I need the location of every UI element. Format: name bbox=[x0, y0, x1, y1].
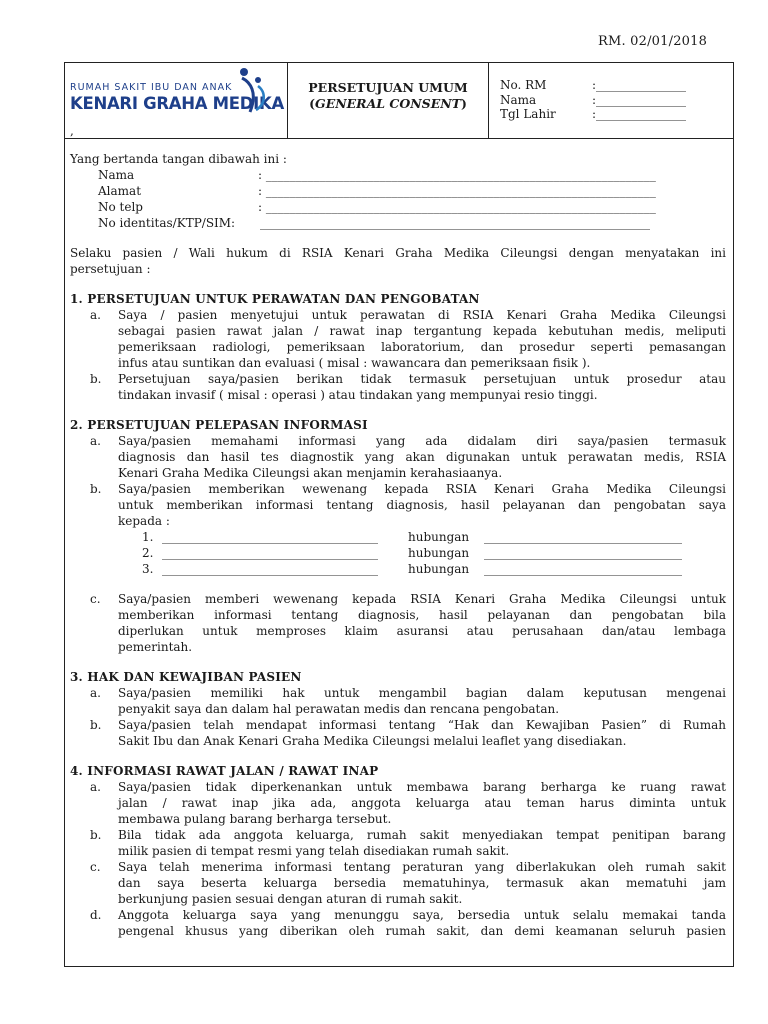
section-1-heading: 1. PERSETUJUAN UNTUK PERAWATAN DAN PENGOBATAN bbox=[70, 292, 480, 306]
item-line: Anggota keluarga saya yang menunggu saya, bersedia untuk selalu memakai tanda bbox=[118, 908, 726, 922]
item-label: c. bbox=[90, 860, 101, 874]
item-line: pemerintah. bbox=[118, 640, 193, 654]
field-label-alamat: Alamat bbox=[98, 184, 142, 198]
item-line: diperlukan untuk memproses klaim asuransi atau perusahaan dan/atau lembaga bbox=[118, 624, 726, 638]
item-line: Saya/pasien memberi wewenang kepada RSIA Kenari Graha Medika Cileungsi untuk bbox=[118, 592, 726, 606]
section-2-item-a bbox=[70, 433, 726, 481]
section-2-item-c bbox=[70, 591, 726, 655]
item-line: sebagai pasien rawat jalan / rawat inap tergantung kepada kebutuhan medis, meliputi bbox=[118, 324, 726, 338]
item-line: Kenari Graha Medika Cileungsi akan menjamin kerahasiaanya. bbox=[118, 466, 503, 480]
rm-label: No. RM bbox=[500, 78, 547, 92]
recipient-name-field[interactable]: ____________________________________ bbox=[162, 546, 378, 560]
header-divider-2 bbox=[488, 62, 489, 138]
item-label: b. bbox=[90, 372, 102, 386]
item-label: b. bbox=[90, 828, 102, 842]
relationship-label: hubungan bbox=[408, 530, 470, 544]
item-line: Saya/pasien memiliki hak untuk mengambil bagian dalam keputusan mengenai bbox=[118, 686, 726, 700]
section-4-item-a bbox=[70, 779, 726, 827]
dob-field[interactable]: :_______________ bbox=[592, 107, 687, 121]
relationship-field[interactable]: _________________________________ bbox=[484, 530, 682, 544]
item-line: pemeriksaan radiologi, pemeriksaan laboratorium, dan prosedur seperti pemasangan bbox=[118, 340, 726, 354]
recipient-number: 2. bbox=[142, 546, 154, 560]
item-line: dan saya beserta keluarga bersedia mematuhinya, termasuk akan mematuhi jam bbox=[118, 876, 726, 890]
section-3-item-b bbox=[70, 717, 726, 749]
section-1-item-b bbox=[70, 371, 726, 403]
item-line: Saya telah menerima informasi tentang peraturan yang diberlakukan oleh rumah sakit bbox=[118, 860, 726, 874]
item-line: Saya/pasien memahami informasi yang ada didalam diri saya/pasien termasuk bbox=[118, 434, 726, 448]
recipient-number: 1. bbox=[142, 530, 154, 544]
recipient-row-2 bbox=[70, 545, 726, 561]
item-line: milik pasien di tempat resmi yang telah disediakan rumah sakit. bbox=[118, 844, 510, 858]
section-4-item-b bbox=[70, 827, 726, 859]
field-input-identitas[interactable]: _________________________________________________________________ bbox=[260, 216, 650, 230]
field-label-telp: No telp bbox=[98, 200, 143, 214]
document-subtitle: (GENERAL CONSENT) bbox=[309, 96, 467, 111]
recipient-name-field[interactable]: ____________________________________ bbox=[162, 562, 378, 576]
item-line: berkunjung pasien sesuai dengan aturan di rumah sakit. bbox=[118, 892, 463, 906]
section-1-item-a bbox=[70, 307, 726, 371]
logo-comma: , bbox=[70, 124, 74, 138]
item-line: tindakan invasif ( misal : operasi ) atau tindakan yang mempunyai resio tinggi. bbox=[118, 388, 598, 402]
intro-text: Yang bertanda tangan dibawah ini : bbox=[70, 152, 287, 166]
section-4-heading: 4. INFORMASI RAWAT JALAN / RAWAT INAP bbox=[70, 764, 379, 778]
relationship-field[interactable]: _________________________________ bbox=[484, 546, 682, 560]
recipient-row-3 bbox=[70, 561, 726, 577]
item-label: b. bbox=[90, 718, 102, 732]
statement-line: persetujuan : bbox=[70, 262, 151, 276]
item-line: Saya / pasien menyetujui untuk perawatan di RSIA Kenari Graha Medika Cileungsi bbox=[118, 308, 726, 322]
field-label-nama: Nama bbox=[98, 168, 135, 182]
dob-label: Tgl Lahir bbox=[500, 107, 556, 121]
section-3-heading: 3. HAK DAN KEWAJIBAN PASIEN bbox=[70, 670, 302, 684]
item-label: b. bbox=[90, 482, 102, 496]
item-line: Bila tidak ada anggota keluarga, rumah sakit menyediakan tempat penitipan barang bbox=[118, 828, 726, 842]
item-label: a. bbox=[90, 780, 101, 794]
hospital-logo-icon bbox=[236, 66, 270, 120]
recipient-number: 3. bbox=[142, 562, 154, 576]
section-2-heading: 2. PERSETUJUAN PELEPASAN INFORMASI bbox=[70, 418, 368, 432]
field-label-identitas: No identitas/KTP/SIM: bbox=[98, 216, 236, 230]
item-line: membawa pulang barang berharga tersebut. bbox=[118, 812, 392, 826]
field-input-nama[interactable]: : _________________________________________________________________ bbox=[258, 168, 656, 182]
section-3-item-a bbox=[70, 685, 726, 717]
item-label: c. bbox=[90, 592, 101, 606]
item-line: memberikan informasi tentang diagnosis, hasil pelayanan dan pengobatan bila bbox=[118, 608, 726, 622]
section-2-item-b bbox=[70, 481, 726, 529]
item-label: d. bbox=[90, 908, 102, 922]
form-code: RM. 02/01/2018 bbox=[598, 34, 708, 49]
item-line: Sakit Ibu dan Anak Kenari Graha Medika Cileungsi melalui leaflet yang disediakan. bbox=[118, 734, 627, 748]
item-label: a. bbox=[90, 686, 101, 700]
item-line: infus atau suntikan dan evaluasi ( misal : wawancara dan pemeriksaan fisik ). bbox=[118, 356, 591, 370]
field-input-alamat[interactable]: : _________________________________________________________________ bbox=[258, 184, 656, 198]
item-line: kepada : bbox=[118, 514, 170, 528]
item-line: Persetujuan saya/pasien berikan tidak termasuk persetujuan untuk prosedur atau bbox=[118, 372, 726, 386]
document-title: PERSETUJUAN UMUM bbox=[308, 80, 468, 95]
rm-field[interactable]: :_______________ bbox=[592, 78, 687, 92]
section-4-item-c bbox=[70, 859, 726, 907]
relationship-field[interactable]: _________________________________ bbox=[484, 562, 682, 576]
name-label: Nama bbox=[500, 93, 537, 107]
statement-line: Selaku pasien / Wali hukum di RSIA Kenari Graha Medika Cileungsi dengan menyatakan ini bbox=[70, 246, 726, 260]
recipient-name-field[interactable]: ____________________________________ bbox=[162, 530, 378, 544]
item-label: a. bbox=[90, 434, 101, 448]
item-line: diagnosis dan hasil tes diagnostik yang akan digunakan untuk perawatan medis, RSIA bbox=[118, 450, 726, 464]
item-line: pengenal khusus yang diberikan oleh rumah sakit, dan demi keamanan seluruh pasien bbox=[118, 924, 726, 938]
item-line: Saya/pasien memberikan wewenang kepada RSIA Kenari Graha Medika Cileungsi bbox=[118, 482, 726, 496]
item-line: penyakit saya dan dalam hal perawatan medis dan rencana pengobatan. bbox=[118, 702, 560, 716]
item-label: a. bbox=[90, 308, 101, 322]
consent-body bbox=[70, 151, 726, 939]
item-line: jalan / rawat inap jika ada, anggota keluarga atau teman harus diminta untuk bbox=[118, 796, 726, 810]
hospital-logo-name: KENARI GRAHA MEDIKA bbox=[70, 94, 284, 113]
header-bottom-rule bbox=[64, 138, 734, 139]
hospital-logo-tagline: RUMAH SAKIT IBU DAN ANAK bbox=[70, 82, 233, 93]
item-line: Saya/pasien tidak diperkenankan untuk membawa barang berharga ke ruang rawat bbox=[118, 780, 726, 794]
item-line: Saya/pasien telah mendapat informasi tentang “Hak dan Kewajiban Pasien” di Rumah bbox=[118, 718, 726, 732]
relationship-label: hubungan bbox=[408, 546, 470, 560]
name-field[interactable]: :_______________ bbox=[592, 93, 687, 107]
field-input-telp[interactable]: : _________________________________________________________________ bbox=[258, 200, 656, 214]
recipient-row-1 bbox=[70, 529, 726, 545]
relationship-label: hubungan bbox=[408, 562, 470, 576]
item-line: untuk memberikan informasi tentang diagnosis, hasil pelayanan dan pengobatan saya bbox=[118, 498, 726, 512]
section-4-item-d bbox=[70, 907, 726, 939]
